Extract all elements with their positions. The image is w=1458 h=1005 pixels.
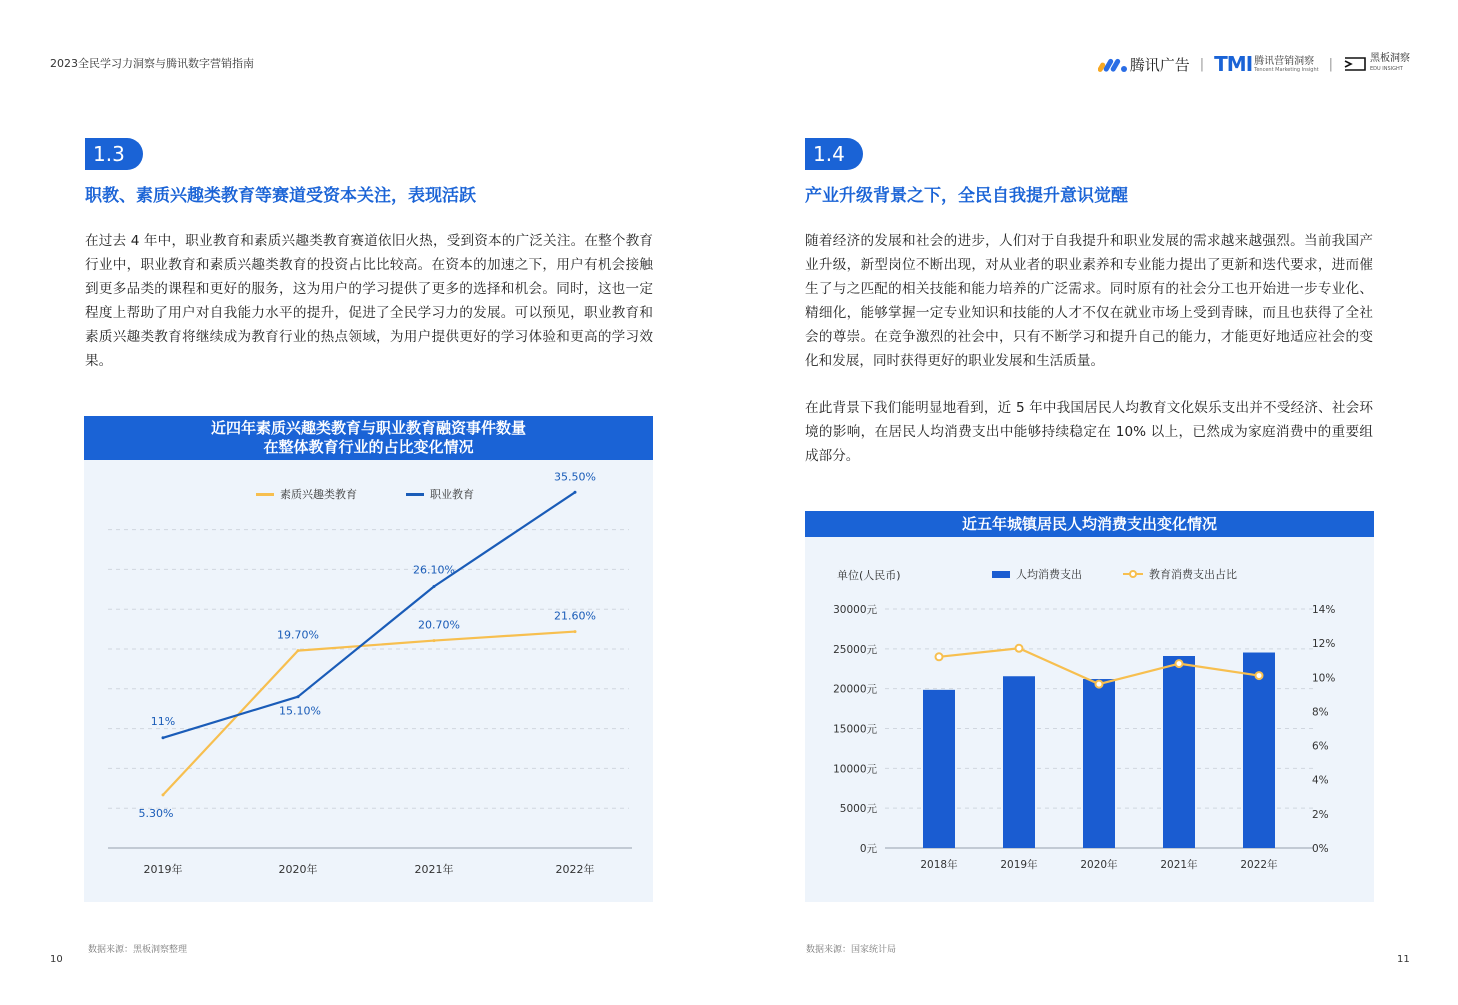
y-right-tick-label: 12% [1312, 638, 1336, 651]
bar [1083, 679, 1115, 848]
y-right-tick-label: 2% [1312, 808, 1329, 821]
x-tick-label: 2019年 [1000, 859, 1038, 871]
heiban-logo-sub: EDU INSIGHT [1370, 66, 1403, 72]
section-badge-1-4: 1.4 [805, 138, 863, 170]
series-line-interest [163, 632, 575, 795]
y-right-tick-label: 6% [1312, 740, 1329, 753]
section-paragraph-1-3: 在过去 4 年中，职业教育和素质兴趣类教育赛道依旧火热，受到资本的广泛关注。在整个教育行业中，职业教育和素质兴趣类教育的投资占比比较高。在资本的加速之下，用户有机会接触到更多品类的课程和更好的服务，这为用户的学习提供了更多的选择和机会。同时，这也一定程度上帮助了用户对自我能力水平的提升，促进了全民学习力的发展。可以预见，职业教育和素质兴趣类教育将继续成为教育行业的热点领域，为用户提供更好的学习体验和更高的学习效果。 [85, 233, 653, 369]
data-source-right: 数据来源：国家统计局 [806, 945, 897, 955]
data-point [574, 630, 577, 633]
page-number-right: 11 [1397, 954, 1410, 965]
data-point [162, 736, 165, 739]
bar [1163, 656, 1195, 848]
header-logos [1098, 52, 1410, 76]
data-point [936, 653, 943, 660]
line-chart-title-line1: 近四年素质兴趣类教育与职业教育融资事件数量 [210, 419, 526, 437]
x-tick-label: 2019年 [143, 863, 183, 876]
series-line-education-share [939, 648, 1259, 684]
tencent-ads-logo [1098, 54, 1190, 75]
heiban-logo-icon [1343, 56, 1367, 72]
y-left-tick-label: 5000元 [839, 803, 877, 816]
data-point [1096, 681, 1103, 688]
bar-chart-title: 近五年城镇居民人均消费支出变化情况 [805, 511, 1374, 537]
legend-label-vocational: 职业教育 [430, 488, 474, 501]
tencent-ads-icon [1098, 54, 1128, 74]
x-tick-label: 2018年 [920, 859, 958, 871]
legend-label-education-share: 教育消费支出占比 [1149, 568, 1237, 581]
bar-chart-panel [805, 511, 1374, 902]
section-paragraph-1-4-b: 在此背景下我们能明显地看到，近 5 年中我国居民人均教育文化娱乐支出并不受经济、社会环境的影响，在居民人均消费支出中能够持续稳定在 10% 以上，已然成为家庭消费中的重要组成部分。 [805, 400, 1373, 464]
section-heading-1-3: 职教、素质兴趣类教育等赛道受资本关注，表现活跃 [85, 186, 476, 206]
bar-chart-unit-label: 单位(人民币) [837, 569, 901, 582]
bar [1003, 676, 1035, 848]
data-label: 11% [150, 714, 176, 728]
tmi-logo [1214, 52, 1318, 76]
section-paragraph-1-4-a: 随着经济的发展和社会的进步，人们对于自我提升和职业发展的需求越来越强烈。当前我国产业升级，新型岗位不断出现，对从业者的职业素养和专业能力提出了更新和迭代要求，进而催生了与之匹配的相关技能和能力培养的广泛需求。同时原有的社会分工也开始进一步专业化、精细化，能够掌握一定专业知识和技能的人才不仅在就业市场上受到青睐，而且也获得了全社会的尊崇。在竞争激烈的社会中，只有不断学习和提升自己的能力，才能更好地适应社会的变化和发展，同时获得更好的职业发展和生活质量。 [805, 233, 1373, 369]
y-right-tick-label: 14% [1312, 604, 1336, 616]
data-point [1256, 672, 1263, 679]
data-label: 19.70% [277, 628, 319, 642]
y-right-tick-label: 8% [1312, 706, 1329, 719]
data-point [433, 639, 436, 642]
x-tick-label: 2022年 [1240, 859, 1278, 871]
data-point [162, 793, 165, 796]
y-left-tick-label: 20000元 [833, 683, 877, 696]
y-left-tick-label: 25000元 [833, 643, 877, 656]
y-right-tick-label: 0% [1312, 843, 1329, 855]
data-label: 20.70% [418, 618, 460, 632]
line-chart-title-line2: 在整体教育行业的占比变化情况 [263, 438, 474, 456]
line-chart-panel [84, 416, 653, 902]
heiban-logo-name: 黑板洞察 [1370, 53, 1410, 64]
x-tick-label: 2021年 [414, 863, 454, 876]
heiban-logo [1343, 54, 1410, 74]
bar [1243, 653, 1275, 848]
x-tick-label: 2022年 [555, 863, 595, 876]
document-title: 2023全民学习力洞察与腾讯数字营销指南 [50, 57, 254, 70]
y-right-tick-label: 10% [1312, 672, 1336, 685]
tmi-logo-text [1254, 56, 1318, 73]
data-point [297, 649, 300, 652]
logo-separator: | [1199, 56, 1205, 72]
y-right-tick-label: 4% [1312, 774, 1329, 787]
x-tick-label: 2020年 [1080, 859, 1118, 871]
x-tick-label: 2021年 [1160, 859, 1198, 871]
x-tick-label: 2020年 [278, 863, 318, 876]
section-heading-1-4: 产业升级背景之下，全民自我提升意识觉醒 [805, 186, 1128, 206]
data-label: 15.10% [279, 704, 321, 718]
tmi-logo-name: 腾讯营销洞察 [1254, 55, 1315, 67]
y-left-tick-label: 15000元 [833, 723, 877, 736]
tmi-logo-mark: TMI [1214, 52, 1253, 76]
line-chart-plot [84, 416, 653, 902]
data-label: 21.60% [554, 609, 596, 623]
data-point [1176, 660, 1183, 667]
legend-label-consumption: 人均消费支出 [1016, 568, 1082, 581]
tencent-ads-logo-text: 腾讯广告 [1129, 55, 1190, 74]
data-label: 26.10% [413, 563, 455, 577]
bar [923, 690, 955, 848]
series-line-vocational [163, 492, 575, 737]
data-point [574, 491, 577, 494]
heiban-logo-text [1370, 54, 1410, 74]
data-label: 5.30% [138, 806, 174, 820]
data-point [433, 585, 436, 588]
y-left-tick-label: 10000元 [833, 763, 877, 776]
logo-separator: | [1328, 56, 1333, 72]
bar-chart-plot [805, 511, 1374, 902]
page-number-left: 10 [50, 954, 63, 965]
data-point [1016, 645, 1023, 652]
data-source-left: 数据来源：黑板洞察整理 [88, 945, 188, 955]
tmi-logo-sub: Tencent Marketing Insight [1254, 66, 1319, 73]
y-left-tick-label: 0元 [859, 843, 877, 855]
data-point [297, 695, 300, 698]
data-label: 35.50% [554, 470, 596, 484]
section-badge-1-3: 1.3 [85, 138, 143, 170]
legend-label-interest: 素质兴趣类教育 [280, 488, 357, 501]
y-left-tick-label: 30000元 [833, 604, 877, 616]
